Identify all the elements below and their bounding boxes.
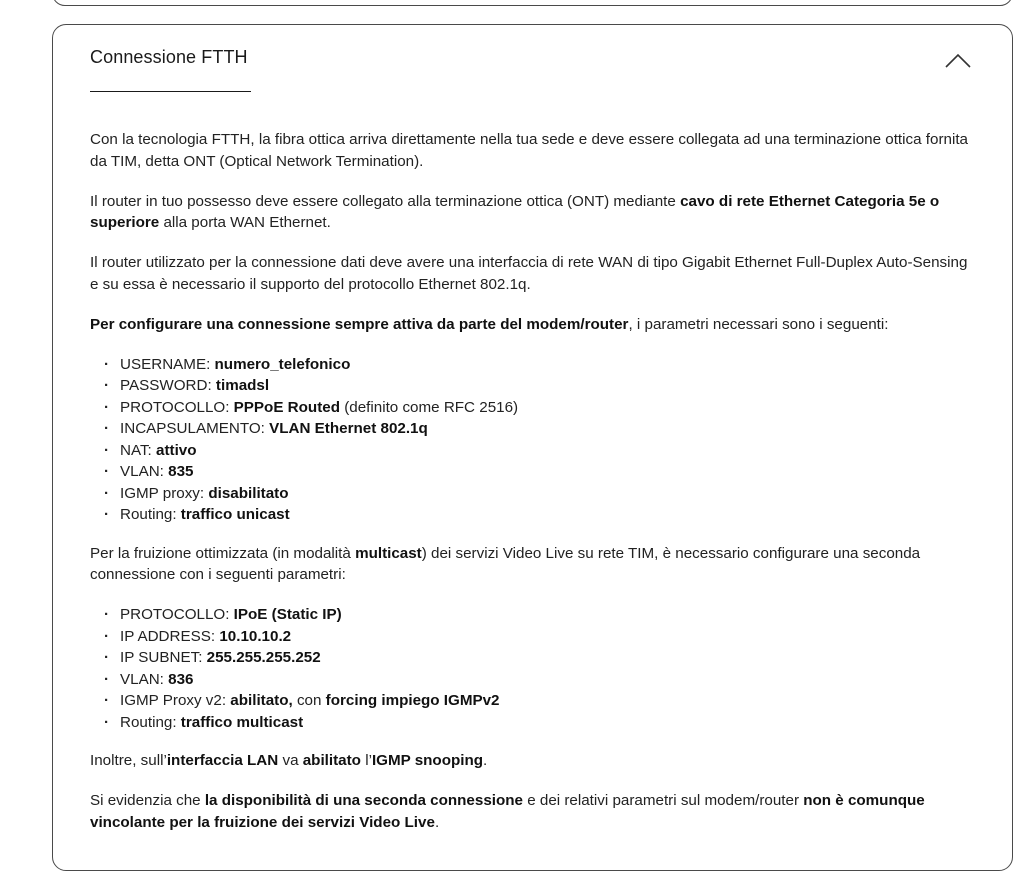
list-item [104, 604, 980, 626]
emphasis: IGMP snooping [371, 752, 484, 769]
emphasis: la disponibilità di una seconda connessione [204, 792, 523, 809]
paragraph-multicast [90, 543, 980, 586]
emphasis-config: Per configurare una connessione sempre attiva da parte del modem/router [90, 315, 629, 333]
param-label: IP ADDRESS: [120, 627, 220, 645]
param-value: PPPoE Routed [233, 398, 340, 416]
accordion-card-ftth [52, 24, 1013, 871]
text: alla porta WAN Ethernet. [159, 214, 331, 231]
param-label: USERNAME: [120, 355, 215, 373]
paragraph-router-interface: Il router utilizzato per la connessione dati deve avere una interfaccia di rete WAN di tipo Gigabit Ethernet Full-Duplex Auto-Sensing e su essa è necessario il supporto del protocollo Ethernet 802.1q. [90, 254, 968, 293]
param-value: 10.10.10.2 [219, 627, 292, 645]
text: e dei relativi parametri sul modem/router [522, 792, 804, 809]
chevron-up-icon[interactable] [944, 51, 972, 71]
list-item [104, 440, 980, 462]
list-item [104, 690, 980, 712]
param-note: (definito come RFC 2516) [339, 398, 519, 416]
list-item [104, 483, 980, 505]
param-label: NAT: [120, 441, 157, 459]
text: l’ [360, 752, 372, 769]
list-item [104, 712, 980, 734]
emphasis-multicast: multicast [355, 544, 422, 562]
param-label: INCAPSULAMENTO: [120, 420, 270, 437]
text: Inoltre, sull’ [90, 752, 167, 769]
param-value: timadsl [215, 377, 270, 394]
list-item [104, 354, 980, 376]
param-label: IGMP Proxy v2: [120, 692, 231, 709]
accordion-content [90, 129, 980, 852]
text: Si evidenzia che [90, 792, 205, 809]
param-label: VLAN: [120, 670, 169, 688]
param-value: VLAN Ethernet 802.1q [269, 420, 428, 437]
param-value: 835 [168, 463, 194, 480]
param-value: 836 [168, 670, 194, 688]
paragraph-lan [90, 750, 980, 772]
section-title: Connessione FTTH [90, 47, 248, 67]
param-value: attivo [156, 441, 197, 459]
param-value: IPoE (Static IP) [233, 606, 342, 623]
emphasis: non è comunque vincolante per la fruizione dei servizi Video Live [90, 792, 925, 831]
emphasis: abilitato [302, 752, 361, 769]
param-value: disabilitato [208, 484, 289, 502]
param-label: IP SUBNET: [120, 649, 207, 666]
text: ) dei servizi Video Live su rete TIM, è necessario configurare una seconda connessione con i seguenti parametri: [90, 544, 921, 583]
emphasis-cable: cavo di rete Ethernet Categoria 5e o superiore [90, 192, 940, 231]
accordion-header[interactable] [90, 47, 982, 97]
param-label: IGMP proxy: [120, 484, 209, 502]
list-item [104, 647, 980, 669]
text: con [292, 692, 326, 709]
text: Il router in tuo possesso deve essere collegato alla terminazione ottica (ONT) mediante [90, 192, 681, 210]
param-label: Routing: [120, 713, 181, 731]
param-label: VLAN: [120, 463, 169, 480]
list-item [104, 504, 980, 526]
param-value: abilitato, [230, 692, 293, 709]
param-value: forcing impiego IGMPv2 [325, 692, 500, 709]
emphasis: interfaccia LAN [166, 752, 279, 769]
param-label: PASSWORD: [120, 377, 216, 394]
param-label: Routing: [120, 506, 181, 523]
paragraph-router-cable [90, 191, 980, 234]
list-item [104, 669, 980, 691]
params-list-secondary [104, 604, 980, 733]
param-value: traffico multicast [180, 713, 304, 731]
text: . [434, 813, 440, 831]
param-value: numero_telefonico [214, 355, 351, 373]
text: . [483, 752, 488, 769]
params-list-primary [104, 354, 980, 526]
param-value: 255.255.255.252 [206, 649, 321, 666]
param-label: PROTOCOLLO: [120, 398, 234, 416]
text: Per la fruizione ottimizzata (in modalità [90, 544, 356, 562]
param-label: PROTOCOLLO: [120, 606, 234, 623]
paragraph-config-intro [90, 314, 980, 336]
paragraph-note [90, 790, 980, 833]
param-value: traffico unicast [180, 506, 290, 523]
list-item [104, 397, 980, 419]
list-item [104, 418, 980, 440]
text: , i parametri necessari sono i seguenti: [628, 315, 889, 333]
text: va [278, 752, 303, 769]
list-item [104, 375, 980, 397]
list-item [104, 626, 980, 648]
paragraph-ftth-intro: Con la tecnologia FTTH, la fibra ottica arriva direttamente nella tua sede e deve essere collegata ad una terminazione ottica fornita da TIM, detta ONT (Optical Network Termination). [90, 131, 968, 170]
list-item [104, 461, 980, 483]
previous-accordion-card [52, 0, 1013, 6]
title-underline [90, 91, 251, 92]
